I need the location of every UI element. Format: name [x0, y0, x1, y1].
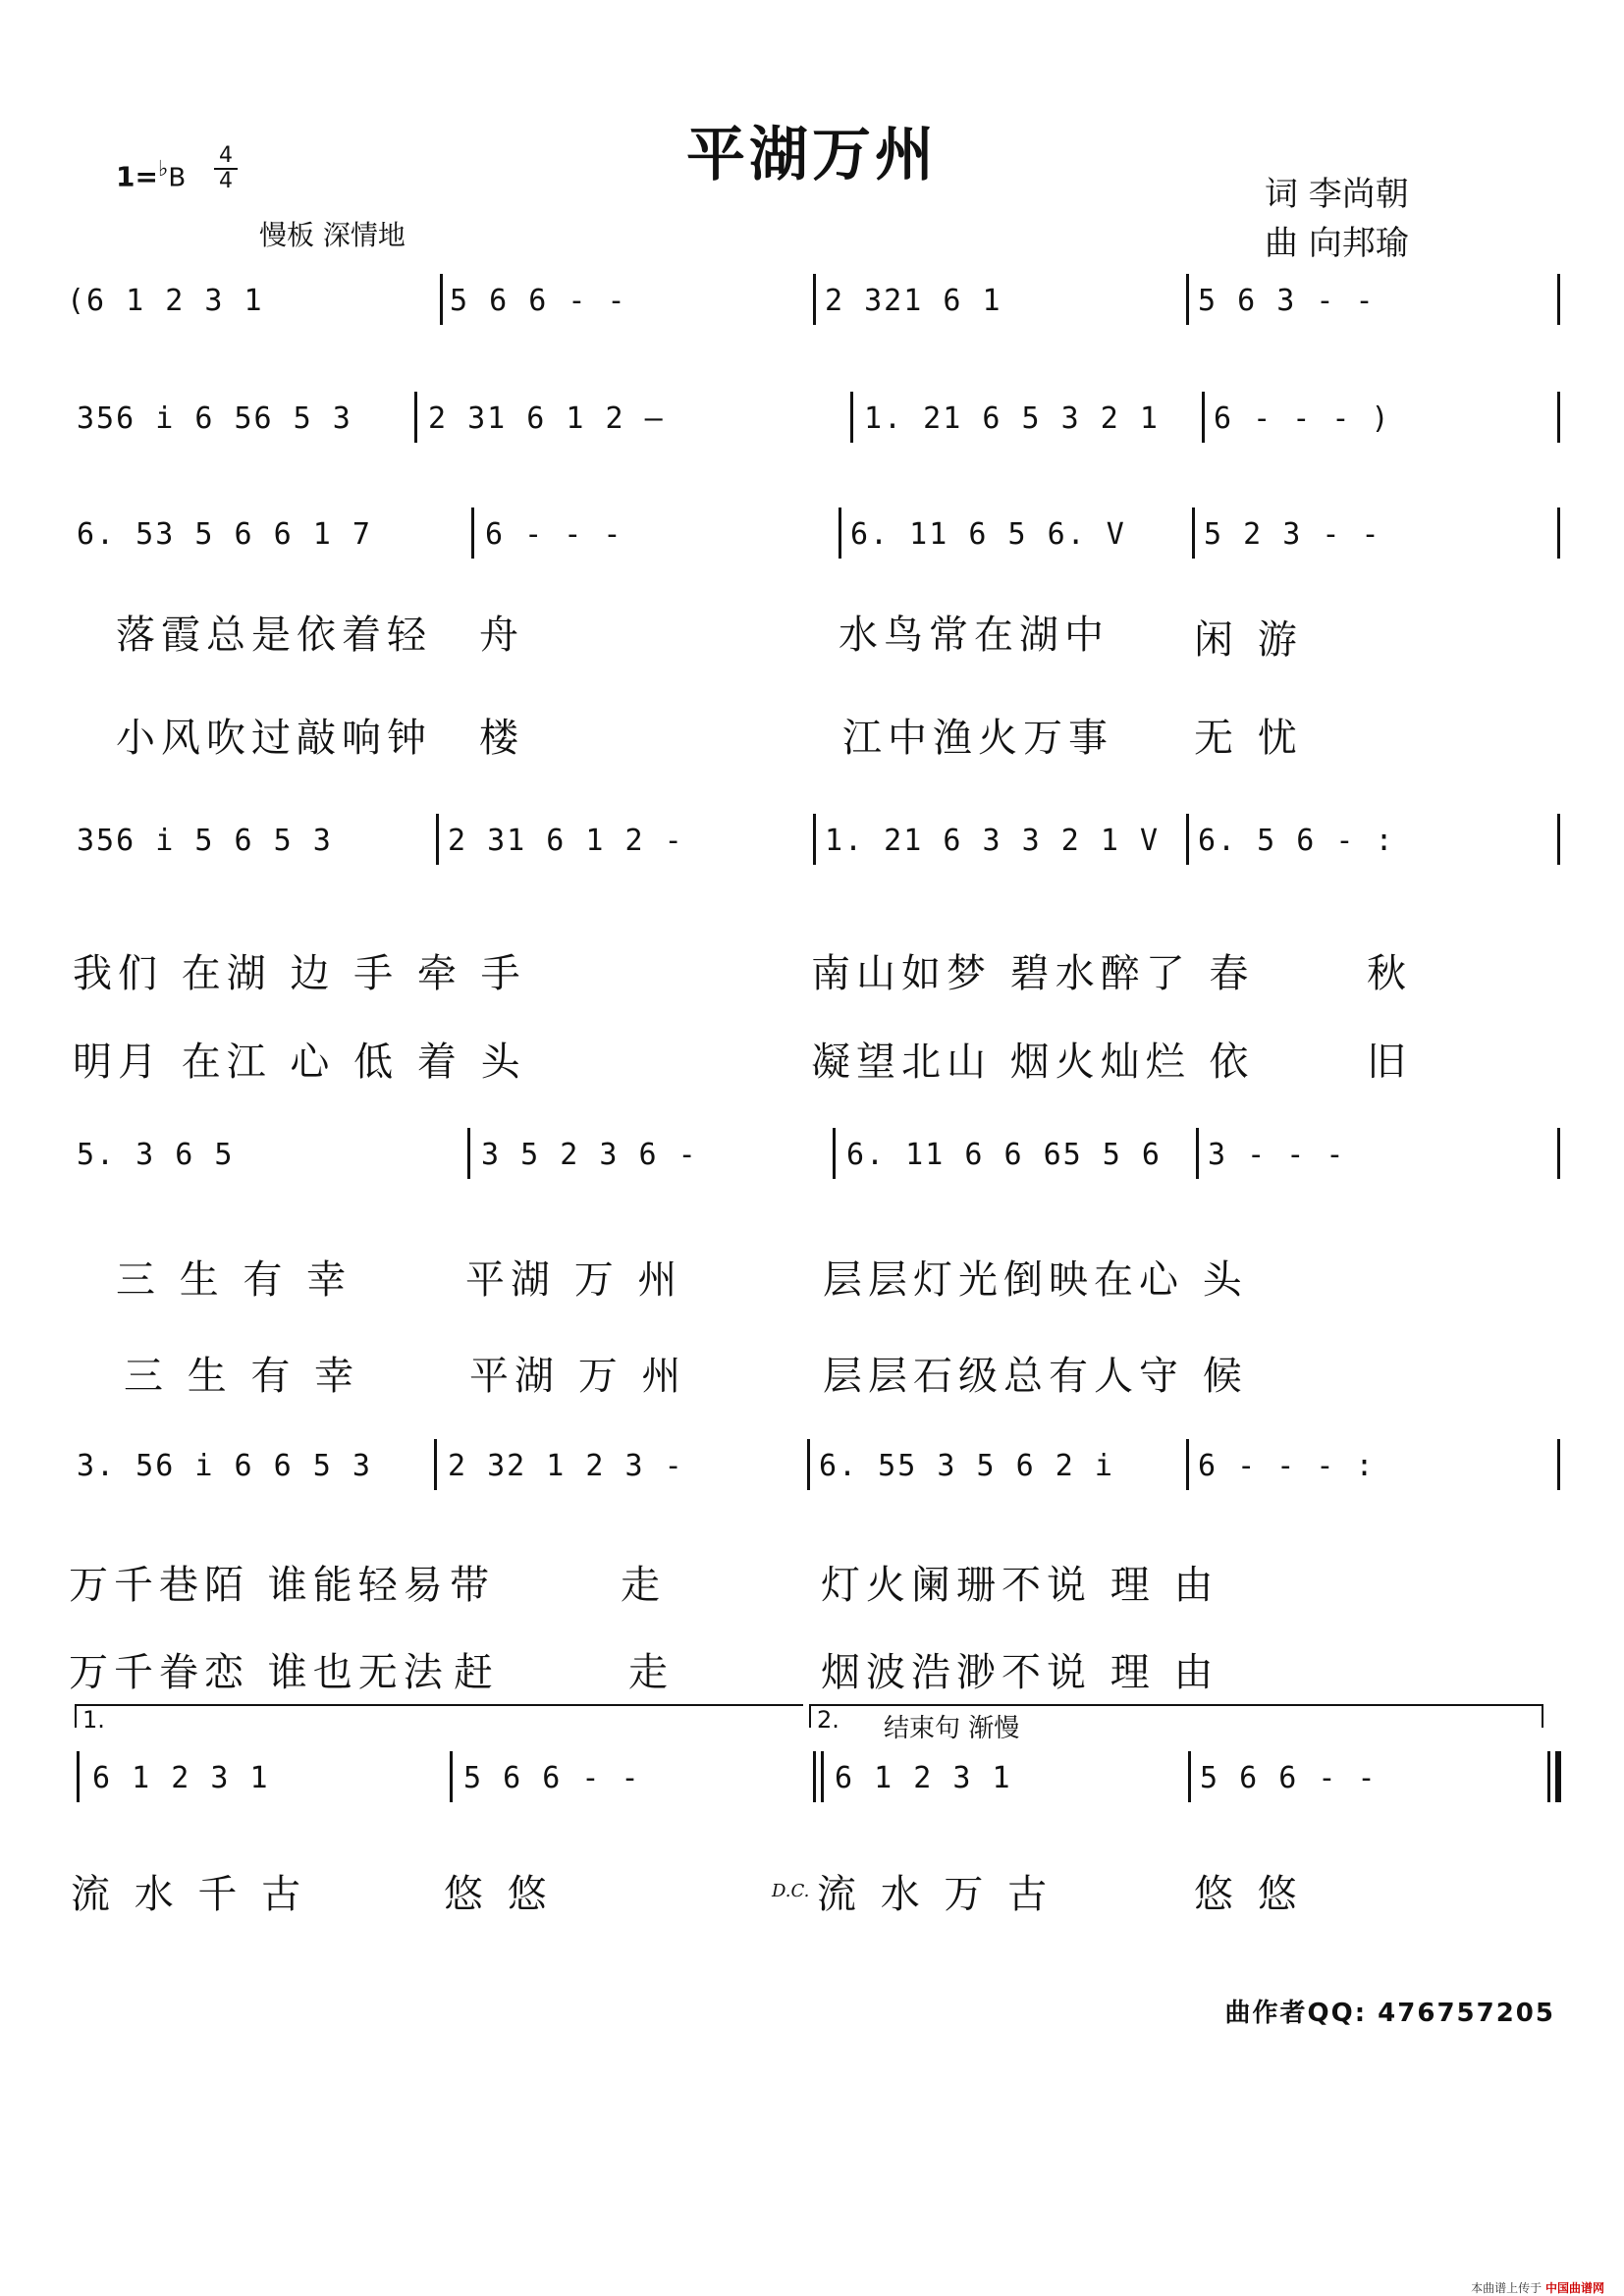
time-signature	[214, 145, 238, 192]
tempo-marking: 慢板 深情地	[259, 219, 406, 251]
bar-line	[434, 1439, 437, 1490]
lyric: 三 生 有 幸	[124, 1354, 360, 1399]
measure: 6 - - -	[485, 517, 623, 552]
first-ending-bracket	[75, 1704, 803, 1728]
bar-line	[471, 507, 474, 559]
measure: 6. 5 6 - :	[1198, 824, 1395, 858]
measure: 5. 3 6 5	[77, 1138, 235, 1172]
lyric: 舟	[479, 613, 524, 658]
score-line-5	[57, 1124, 1563, 1183]
score-line-4	[57, 810, 1563, 869]
measure: 5 6 6 - -	[463, 1761, 641, 1795]
composer-credit: 曲 向邦瑜	[1265, 224, 1409, 263]
bar-line	[1557, 392, 1560, 443]
lyricist-credit: 词 李尚朝	[1265, 175, 1409, 214]
flat-sign: ♭	[157, 157, 169, 182]
measure: 1. 21 6 3 3 2 1 V	[825, 824, 1161, 858]
lyric: 水鸟常在湖中	[839, 613, 1110, 658]
lyric: 落霞总是依着轻	[116, 613, 432, 658]
bar-line	[1557, 507, 1560, 559]
lyric: 楼	[479, 716, 524, 761]
measure: 3 5 2 3 6 -	[481, 1138, 698, 1172]
lyric: 悠 悠	[444, 1872, 553, 1917]
measure: 5 6 6 - -	[450, 284, 627, 318]
lyric: 平湖 万 州	[469, 1354, 687, 1399]
composer-contact: 曲作者QQ: 476757205	[1224, 1999, 1555, 2028]
lyric: 秋	[1367, 951, 1412, 996]
bar-line	[833, 1128, 836, 1179]
time-top: 4	[219, 143, 233, 168]
second-ending-label: 2.	[817, 1706, 839, 1734]
lyric: 走	[628, 1650, 674, 1695]
score-line-6	[57, 1435, 1563, 1494]
measure: 2 321 6 1	[825, 284, 1002, 318]
bar-line	[1188, 1751, 1191, 1802]
key-prefix: 1=	[116, 160, 158, 193]
page-title: 平湖万州	[686, 121, 938, 189]
site-logo-text: 中国曲谱网	[1544, 2281, 1604, 2295]
lyric: 层层石级总有人守 候	[823, 1354, 1248, 1399]
key-signature	[116, 157, 186, 192]
measure: 2 32 1 2 3 -	[448, 1449, 684, 1483]
measure: (6 1 2 3 1	[67, 284, 264, 318]
key-note: B	[168, 163, 187, 193]
measure: 3. 56 i 6 6 5 3	[77, 1449, 372, 1483]
da-capo-mark: D.C.	[772, 1881, 810, 1901]
measure: 6 1 2 3 1	[92, 1761, 270, 1795]
bar-line	[813, 1751, 816, 1802]
bar-line	[77, 1751, 80, 1802]
measure: 6. 55 3 5 6 2 i	[819, 1449, 1114, 1483]
lyric: 万千巷陌 谁能轻易	[69, 1563, 449, 1608]
lyric: 流 水 千 古	[71, 1872, 307, 1917]
measure: 6. 11 6 6 65 5 6	[846, 1138, 1162, 1172]
measure: 2 31 6 1 2 -	[448, 824, 684, 858]
lyric: 烟波浩渺不说 理 由	[821, 1650, 1219, 1695]
lyric: 悠 悠	[1194, 1872, 1303, 1917]
measure: 3 - - -	[1208, 1138, 1346, 1172]
bar-line	[821, 1751, 824, 1802]
lyric: 我们 在湖 边 手 牵 手	[73, 951, 526, 996]
ending-instruction: 结束句 渐慢	[884, 1714, 1020, 1743]
lyric: 明月 在江 心 低 着 头	[73, 1040, 526, 1085]
bar-line	[813, 814, 816, 865]
measure: 356 i 5 6 5 3	[77, 824, 333, 858]
lyric: 流 水 万 古	[817, 1872, 1054, 1917]
lyric: 平湖 万 州	[465, 1257, 683, 1303]
lyric: 南山如梦 碧水醉了 春	[811, 951, 1255, 996]
measure: 6. 53 5 6 6 1 7	[77, 517, 372, 552]
bar-line	[1186, 274, 1189, 325]
bar-line	[1557, 274, 1560, 325]
bar-line	[1186, 814, 1189, 865]
bar-line	[850, 392, 853, 443]
lyric: 凝望北山 烟火灿烂 依	[811, 1040, 1255, 1085]
lyric: 三 生 有 幸	[116, 1257, 352, 1303]
bar-line	[813, 274, 816, 325]
bar-line	[1192, 507, 1195, 559]
score-line-1	[57, 270, 1563, 329]
bar-line	[436, 814, 439, 865]
measure: 6 - - - :	[1198, 1449, 1376, 1483]
lyric: 无 忧	[1194, 716, 1303, 761]
bar-line	[1547, 1751, 1550, 1802]
footer-prefix: 本曲谱上传于	[1471, 2281, 1543, 2295]
lyric: 灯火阑珊不说 理 由	[821, 1563, 1219, 1608]
lyric: 旧	[1367, 1040, 1412, 1085]
measure: 5 6 6 - -	[1200, 1761, 1378, 1795]
lyric: 闲 游	[1194, 617, 1303, 663]
measure: 1. 21 6 5 3 2 1	[864, 401, 1160, 436]
measure: 356 i 6 56 5 3	[77, 401, 352, 436]
bar-line	[1202, 392, 1205, 443]
bar-line	[467, 1128, 470, 1179]
bar-line	[1196, 1128, 1199, 1179]
lyric: 赶	[454, 1650, 499, 1695]
lyric: 小风吹过敲响钟	[116, 716, 432, 761]
bar-line	[414, 392, 417, 443]
lyric: 江中渔火万事	[842, 716, 1113, 761]
bar-line	[1557, 814, 1560, 865]
score-line-3	[57, 504, 1563, 562]
measure: 6. 11 6 5 6. V	[850, 517, 1126, 552]
bar-line	[440, 274, 443, 325]
bar-line	[1557, 1439, 1560, 1490]
bar-line	[1557, 1128, 1560, 1179]
score-line-2	[57, 388, 1563, 447]
bar-line	[450, 1751, 453, 1802]
score-line-7	[57, 1747, 1563, 1806]
bar-line	[807, 1439, 810, 1490]
first-ending-label: 1.	[82, 1706, 105, 1734]
measure: 5 2 3 - -	[1204, 517, 1381, 552]
measure: 5 6 3 - -	[1198, 284, 1376, 318]
time-bottom: 4	[219, 169, 233, 193]
bar-line	[1186, 1439, 1189, 1490]
bar-line	[839, 507, 841, 559]
final-bar-line	[1555, 1751, 1561, 1802]
measure: 2 31 6 1 2 —	[428, 401, 665, 436]
measure: 6 1 2 3 1	[835, 1761, 1012, 1795]
lyric: 万千眷恋 谁也无法	[69, 1650, 449, 1695]
lyric: 层层灯光倒映在心 头	[823, 1257, 1248, 1303]
lyric: 带	[450, 1563, 495, 1608]
lyric: 走	[621, 1563, 666, 1608]
measure: 6 - - - )	[1214, 401, 1391, 436]
footer-credit	[1471, 2279, 1604, 2296]
